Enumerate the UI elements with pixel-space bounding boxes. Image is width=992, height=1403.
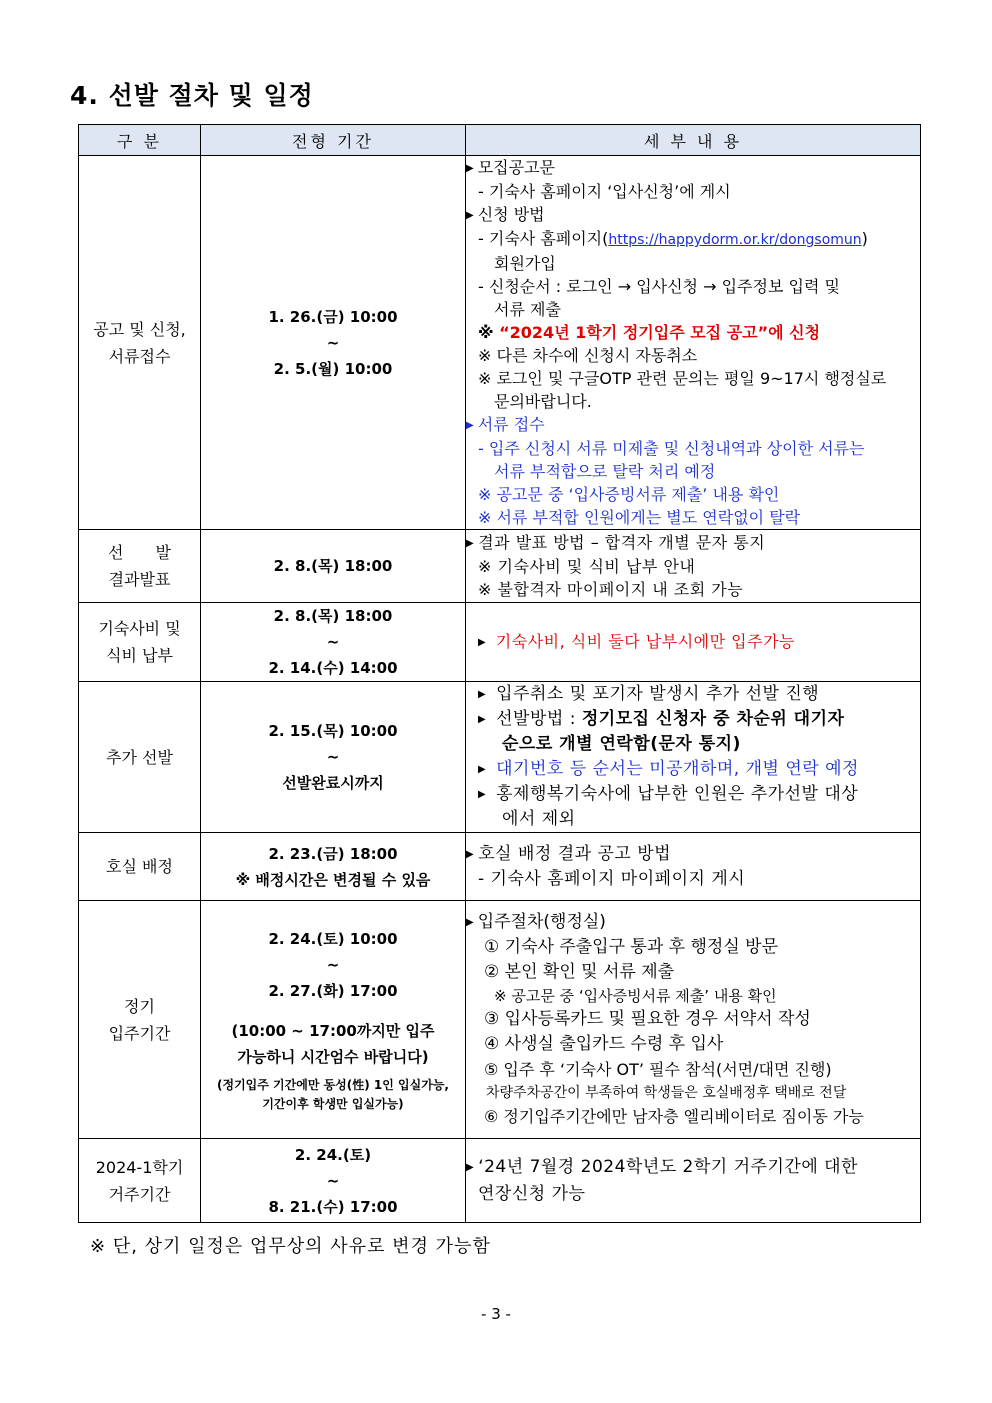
detail-line: ⑤ 입주 후 ‘기숙사 OT’ 필수 참석(서면/대면 진행) (484, 1060, 832, 1079)
triangle-right-icon: ▶ (478, 789, 487, 800)
category-cell (79, 156, 201, 530)
period-text: 2. 24.(토) 10:00 (268, 929, 398, 948)
detail-line: 문의바랍니다. (494, 392, 592, 411)
detail-line: 차량주차공간이 부족하여 학생들은 호실배정후 택배로 전달 (486, 1085, 847, 1101)
period-text: 2. 14.(수) 14:00 (268, 659, 398, 677)
category-cell (79, 682, 201, 833)
period-cell (201, 682, 466, 833)
period-cell (201, 833, 466, 901)
period-text: 2. 15.(목) 10:00 (268, 722, 398, 740)
detail-line: ※ “2024년 1학기 정기입주 모집 공고”에 신청 (478, 323, 821, 342)
detail-line: ▶ 모집공고문 (466, 158, 555, 177)
period-note: (정기입주 기간에만 동성(性) 1인 입실가능, (217, 1077, 449, 1092)
table-row (79, 156, 921, 530)
table-row (79, 530, 921, 603)
details-cell (466, 530, 921, 603)
period-cell (201, 901, 466, 1139)
detail-line: ▶ 홍제행복기숙사에 납부한 인원은 추가선발 대상 (478, 784, 859, 804)
detail-line: 에서 제외 (502, 809, 576, 829)
category-text: 추가 선발 (106, 747, 173, 767)
detail-line: - 기숙사 홈페이지 마이페이지 게시 (478, 868, 746, 889)
detail-line: ① 기숙사 주출입구 통과 후 행정실 방문 (484, 937, 778, 957)
period-text: ~ (326, 633, 340, 651)
period-text: ~ (326, 955, 340, 974)
detail-line: - 신청순서 : 로그인 → 입사신청 → 입주정보 입력 및 (478, 277, 840, 296)
section-title: 4. 선발 절차 및 일정 (70, 81, 314, 110)
table-row (79, 833, 921, 901)
category-text: 공고 및 신청, (93, 319, 186, 339)
table-row (79, 603, 921, 682)
period-text: 2. 24.(토) (294, 1145, 372, 1164)
category-cell (79, 1139, 201, 1223)
category-text: 결과발표 (108, 570, 171, 589)
category-text: 선 발 (108, 543, 171, 562)
detail-line: ※ 공고문 중 ‘입사증빙서류 제출’ 내용 확인 (494, 987, 777, 1005)
details-cell (466, 156, 921, 530)
category-text: 식비 납부 (106, 646, 173, 665)
period-text: 2. 5.(월) 10:00 (273, 359, 393, 378)
period-text: 2. 27.(화) 17:00 (268, 981, 398, 1000)
period-text: 8. 21.(수) 17:00 (268, 1197, 398, 1216)
detail-line: ※ 기숙사비 및 식비 납부 안내 (478, 557, 696, 576)
period-cell (201, 156, 466, 530)
category-cell (79, 833, 201, 901)
period-text: 가능하니 시간엄수 바랍니다) (237, 1047, 429, 1066)
detail-line: - 기숙사 홈페이지 ‘입사신청’에 게시 (478, 182, 731, 201)
period-text: 선발완료시까지 (282, 774, 384, 792)
detail-line: ※ 서류 부적합 인원에게는 별도 연락없이 탈락 (478, 508, 801, 527)
period-text: ~ (326, 333, 340, 352)
details-cell (466, 1139, 921, 1223)
period-text: ~ (326, 748, 340, 766)
category-text: 입주기간 (108, 1023, 171, 1043)
details-cell (466, 682, 921, 833)
detail-line: ② 본인 확인 및 서류 제출 (484, 962, 675, 982)
category-cell (79, 603, 201, 682)
period-text: (10:00 ~ 17:00까지만 입주 (231, 1021, 435, 1040)
triangle-right-icon: ▶ (478, 637, 487, 648)
footnote: ※ 단, 상기 일정은 업무상의 사유로 변경 가능함 (90, 1236, 491, 1257)
detail-line: ⑥ 정기입주기간에만 남자층 엘리베이터로 짐이동 가능 (484, 1107, 864, 1126)
detail-line: ▶ 선발방법 : 정기모집 신청자 중 차순위 대기자 (478, 709, 845, 729)
category-text: 서류접수 (108, 346, 171, 366)
triangle-right-icon: ▶ (466, 848, 475, 860)
category-text: 호실 배정 (106, 857, 173, 876)
category-text: 2024-1학기 (95, 1157, 184, 1177)
period-text: 2. 8.(목) 18:00 (273, 607, 393, 625)
category-cell (79, 901, 201, 1139)
triangle-right-icon: ▶ (466, 917, 474, 928)
detail-line: ▶ 입주절차(행정실) (466, 912, 606, 932)
detail-line: ▶ 호실 배정 결과 공고 방법 (466, 843, 672, 864)
detail-line: ④ 사생실 출입카드 수령 후 입사 (484, 1034, 724, 1054)
detail-line: ※ 공고문 중 ‘입사증빙서류 제출’ 내용 확인 (478, 485, 780, 504)
detail-line: 순으로 개별 연락함(문자 통지) (502, 734, 741, 754)
period-text: 1. 26.(금) 10:00 (268, 307, 398, 326)
detail-line: ▶ 기숙사비, 식비 둘다 납부시에만 입주가능 (478, 632, 795, 651)
table-row (79, 901, 921, 1139)
detail-line: ▶ ‘24년 7월경 2024학년도 2학기 거주기간에 대한 (466, 1157, 858, 1177)
triangle-right-icon: ▶ (466, 163, 474, 174)
period-note: 기간이후 학생만 입실가능) (262, 1096, 404, 1111)
triangle-right-icon: ▶ (466, 1162, 475, 1173)
header-category: 구 분 (79, 125, 201, 156)
detail-line: ▶ 입주취소 및 포기자 발생시 추가 선발 진행 (478, 684, 820, 704)
detail-line: ※ 로그인 및 구글OTP 관련 문의는 평일 9~17시 행정실로 (478, 369, 887, 388)
detail-line: ※ 다른 차수에 신청시 자동취소 (478, 346, 698, 365)
triangle-right-icon: ▶ (478, 714, 487, 725)
period-cell (201, 603, 466, 682)
category-text: 거주기간 (108, 1184, 171, 1204)
detail-line: ▶ 서류 접수 (466, 415, 545, 434)
homepage-link[interactable]: https://happydorm.or.kr/dongsomun (608, 232, 862, 248)
page-number: - 3 - (481, 1305, 511, 1323)
period-text: 2. 8.(목) 18:00 (273, 557, 393, 575)
detail-line: ▶ 대기번호 등 순서는 미공개하며, 개별 연락 예정 (478, 759, 859, 779)
period-text: ※ 배정시간은 변경될 수 있음 (235, 870, 431, 889)
details-cell (466, 603, 921, 682)
triangle-right-icon: ▶ (466, 420, 474, 431)
detail-line: ▶ 신청 방법 (466, 205, 545, 224)
triangle-right-icon: ▶ (478, 689, 487, 700)
category-cell (79, 530, 201, 603)
period-text: ~ (326, 1171, 340, 1190)
category-text: 기숙사비 및 (98, 619, 181, 638)
table-header-row (79, 125, 921, 156)
detail-line: - 입주 신청시 서류 미제출 및 신청내역과 상이한 서류는 (478, 439, 865, 458)
detail-line: - 기숙사 홈페이지(https://happydorm.or.kr/dongsomun) (478, 229, 868, 248)
header-period: 전형 기간 (201, 125, 466, 156)
period-cell (201, 530, 466, 603)
detail-line: 연장신청 가능 (478, 1184, 586, 1204)
triangle-right-icon: ▶ (466, 210, 474, 221)
detail-line: 회원가입 (494, 254, 556, 273)
details-cell (466, 833, 921, 901)
detail-line: ③ 입사등록카드 및 필요한 경우 서약서 작성 (484, 1009, 811, 1029)
category-text: 정기 (124, 996, 155, 1016)
triangle-right-icon: ▶ (478, 764, 487, 775)
table-row (79, 1139, 921, 1223)
period-cell (201, 1139, 466, 1223)
triangle-right-icon: ▶ (466, 538, 475, 549)
detail-line: ※ 불합격자 마이페이지 내 조회 가능 (478, 580, 744, 599)
details-cell (466, 901, 921, 1139)
schedule-table (78, 124, 921, 1223)
period-text: 2. 23.(금) 18:00 (268, 844, 398, 863)
detail-line: 서류 제출 (494, 300, 561, 319)
table-row (79, 682, 921, 833)
header-details: 세 부 내 용 (466, 125, 921, 156)
detail-line: ▶ 결과 발표 방법 – 합격자 개별 문자 통지 (466, 533, 766, 552)
detail-line: 서류 부적합으로 탈락 처리 예정 (494, 462, 716, 481)
